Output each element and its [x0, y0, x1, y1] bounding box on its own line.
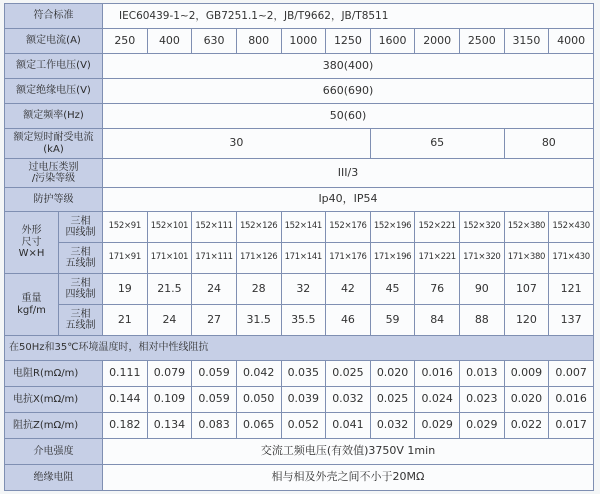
reactance-cell: 0.144 [103, 387, 148, 413]
rated-current-cell: 1000 [281, 29, 326, 54]
row-standard [5, 4, 594, 29]
weight-cell: 45 [370, 274, 415, 305]
protection-value: Ip40，IP54 [103, 188, 594, 212]
impedance-cell: 0.134 [147, 413, 192, 439]
impedance-cell: 0.083 [192, 413, 237, 439]
dimension-cell: 171×111 [192, 243, 237, 274]
reactance-cell: 0.059 [192, 387, 237, 413]
weight-cell: 31.5 [236, 305, 281, 336]
row-insulation-voltage [5, 79, 594, 104]
impedance-label: 阻抗Z(mΩ/m) [5, 413, 103, 439]
reactance-cell: 0.050 [236, 387, 281, 413]
impedance-cell: 0.182 [103, 413, 148, 439]
reactance-cell: 0.020 [504, 387, 549, 413]
dimension-cell: 152×430 [549, 212, 594, 243]
reactance-label: 电抗X(mΩ/m) [5, 387, 103, 413]
row-reactance [5, 387, 594, 413]
weight-label: 重量 kgf/m [5, 274, 59, 336]
dimension-cell: 152×101 [147, 212, 192, 243]
dimension-cell: 152×91 [103, 212, 148, 243]
impedance-cell: 0.032 [370, 413, 415, 439]
resistance-cell: 0.025 [326, 361, 371, 387]
resistance-label: 电阻R(mΩ/m) [5, 361, 103, 387]
dimension-cell: 171×91 [103, 243, 148, 274]
impedance-cell: 0.041 [326, 413, 371, 439]
short-time-value: 65 [370, 129, 504, 159]
weight-cell: 59 [370, 305, 415, 336]
dimension-cell: 171×176 [326, 243, 371, 274]
rated-current-cell: 1600 [370, 29, 415, 54]
dimension-cell: 171×141 [281, 243, 326, 274]
row-frequency [5, 104, 594, 129]
impedance-cell: 0.065 [236, 413, 281, 439]
dimension-cell: 171×101 [147, 243, 192, 274]
impedance-cell: 0.017 [549, 413, 594, 439]
weight-cell: 27 [192, 305, 237, 336]
impedance-note: 在50Hz和35℃环境温度时，相对中性线阻抗 [5, 336, 594, 361]
weight-cell: 137 [549, 305, 594, 336]
impedance-cell: 0.029 [460, 413, 505, 439]
dielectric-value: 交流工频电压(有效值)3750V 1min [103, 439, 594, 465]
weight-cell: 42 [326, 274, 371, 305]
rated-current-cell: 400 [147, 29, 192, 54]
weight-cell: 35.5 [281, 305, 326, 336]
insulation-resistance-label: 绝缘电阻 [5, 465, 103, 491]
impedance-cell: 0.029 [415, 413, 460, 439]
weight-cell: 90 [460, 274, 505, 305]
rated-current-label: 额定电流(A) [5, 29, 103, 54]
rated-current-cell: 1250 [326, 29, 371, 54]
rated-voltage-value: 380(400) [103, 54, 594, 79]
protection-label: 防护等级 [5, 188, 103, 212]
row-dimensions-4wire [5, 212, 594, 243]
dimensions-label: 外形 尺寸 W×H [5, 212, 59, 274]
weight-cell: 88 [460, 305, 505, 336]
row-rated-voltage [5, 54, 594, 79]
row-short-time [5, 129, 594, 159]
rated-current-cell: 4000 [549, 29, 594, 54]
row-resistance [5, 361, 594, 387]
dimension-cell: 171×320 [460, 243, 505, 274]
rated-current-cell: 250 [103, 29, 148, 54]
reactance-cell: 0.039 [281, 387, 326, 413]
weight-cell: 76 [415, 274, 460, 305]
insulation-resistance-value: 相与相及外壳之间不小于20MΩ [103, 465, 594, 491]
busway-spec-table [4, 3, 594, 491]
reactance-cell: 0.109 [147, 387, 192, 413]
dielectric-label: 介电强度 [5, 439, 103, 465]
short-time-value: 80 [504, 129, 593, 159]
rated-current-cell: 3150 [504, 29, 549, 54]
row-dielectric [5, 439, 594, 465]
weight-cell: 28 [236, 274, 281, 305]
weight-cell: 120 [504, 305, 549, 336]
row-weight-5wire [5, 305, 594, 336]
row-impedance [5, 413, 594, 439]
resistance-cell: 0.007 [549, 361, 594, 387]
resistance-cell: 0.042 [236, 361, 281, 387]
short-time-label: 额定短时耐受电流 (kA) [5, 129, 103, 159]
dimensions-4wire-label: 三相 四线制 [59, 212, 103, 243]
reactance-cell: 0.023 [460, 387, 505, 413]
frequency-label: 额定频率(Hz) [5, 104, 103, 129]
rated-current-cell: 800 [236, 29, 281, 54]
resistance-cell: 0.013 [460, 361, 505, 387]
dimension-cell: 152×221 [415, 212, 460, 243]
insulation-voltage-value: 660(690) [103, 79, 594, 104]
weight-5wire-label: 三相 五线制 [59, 305, 103, 336]
dimension-cell: 171×126 [236, 243, 281, 274]
weight-cell: 121 [549, 274, 594, 305]
resistance-cell: 0.111 [103, 361, 148, 387]
reactance-cell: 0.032 [326, 387, 371, 413]
weight-cell: 32 [281, 274, 326, 305]
rated-current-cell: 630 [192, 29, 237, 54]
insulation-voltage-label: 额定绝缘电压(V) [5, 79, 103, 104]
dimension-cell: 171×430 [549, 243, 594, 274]
row-insulation-resistance [5, 465, 594, 491]
short-time-value: 30 [103, 129, 371, 159]
rated-current-cell: 2500 [460, 29, 505, 54]
weight-cell: 84 [415, 305, 460, 336]
overvoltage-label: 过电压类别 /污染等级 [5, 159, 103, 188]
rated-current-cell: 2000 [415, 29, 460, 54]
dimension-cell: 152×380 [504, 212, 549, 243]
resistance-cell: 0.079 [147, 361, 192, 387]
resistance-cell: 0.020 [370, 361, 415, 387]
dimension-cell: 152×111 [192, 212, 237, 243]
reactance-cell: 0.024 [415, 387, 460, 413]
dimension-cell: 152×126 [236, 212, 281, 243]
reactance-cell: 0.016 [549, 387, 594, 413]
weight-cell: 21.5 [147, 274, 192, 305]
dimension-cell: 152×141 [281, 212, 326, 243]
dimension-cell: 152×176 [326, 212, 371, 243]
standard-value: IEC60439-1~2，GB7251.1~2，JB/T9662，JB/T8511 [103, 4, 594, 29]
overvoltage-value: III/3 [103, 159, 594, 188]
dimension-cell: 152×196 [370, 212, 415, 243]
resistance-cell: 0.035 [281, 361, 326, 387]
standard-label: 符合标准 [5, 4, 103, 29]
weight-cell: 21 [103, 305, 148, 336]
dimensions-5wire-label: 三相 五线制 [59, 243, 103, 274]
dimension-cell: 171×221 [415, 243, 460, 274]
weight-4wire-label: 三相 四线制 [59, 274, 103, 305]
rated-voltage-label: 额定工作电压(V) [5, 54, 103, 79]
weight-cell: 24 [147, 305, 192, 336]
resistance-cell: 0.059 [192, 361, 237, 387]
weight-cell: 46 [326, 305, 371, 336]
frequency-value: 50(60) [103, 104, 594, 129]
row-rated-current [5, 29, 594, 54]
row-dimensions-5wire [5, 243, 594, 274]
resistance-cell: 0.016 [415, 361, 460, 387]
weight-cell: 19 [103, 274, 148, 305]
row-weight-4wire [5, 274, 594, 305]
row-protection [5, 188, 594, 212]
reactance-cell: 0.025 [370, 387, 415, 413]
dimension-cell: 171×196 [370, 243, 415, 274]
dimension-cell: 171×380 [504, 243, 549, 274]
resistance-cell: 0.009 [504, 361, 549, 387]
weight-cell: 24 [192, 274, 237, 305]
weight-cell: 107 [504, 274, 549, 305]
row-impedance-note [5, 336, 594, 361]
dimension-cell: 152×320 [460, 212, 505, 243]
impedance-cell: 0.052 [281, 413, 326, 439]
row-overvoltage [5, 159, 594, 188]
impedance-cell: 0.022 [504, 413, 549, 439]
